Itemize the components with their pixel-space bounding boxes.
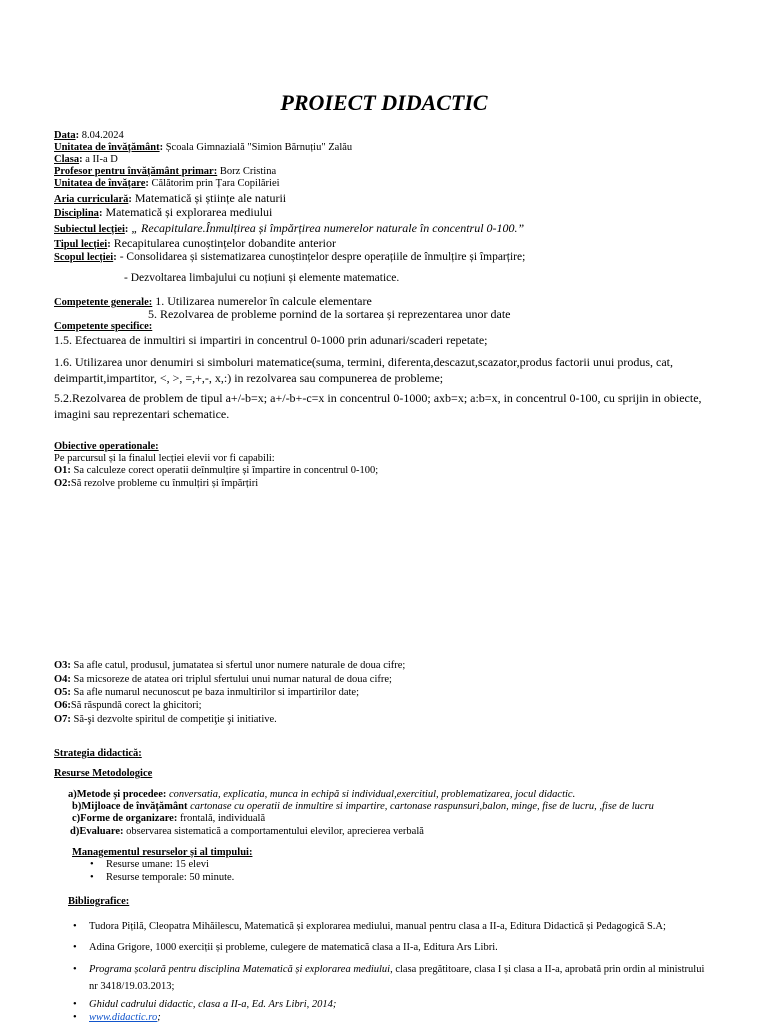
bullet-icon: • — [73, 942, 77, 953]
bullet-icon: • — [73, 999, 77, 1010]
bullet-icon: • — [73, 1012, 77, 1023]
objective-text: Sa calculeze corect operatii deînmulțire și împartire in concentrul 0-100; — [70, 465, 379, 476]
specific-competence-2: 1.6. Utilizarea unor denumiri si simboluri matematice(suma, termini, diferenta,descazut,scazator,produs factorii unui produs, cat, deimpartit,impartitor, <, >, =,+,-, x,:) in rezolvarea sau compunerea de probleme; — [54, 355, 673, 385]
curricular-area-label: Aria curriculară — [54, 194, 129, 205]
subject-label: Subiectul lecției — [54, 224, 125, 235]
objective-text: Sa afle numarul necunoscut pe baza inmultirilor si impartirilor date; — [70, 687, 360, 698]
resources-label: Resurse Metodologice — [54, 768, 153, 779]
objective-text: Să rezolve probleme cu înmulțiri și împărțiri — [70, 478, 259, 489]
means-value: cartonase cu operatii de inmultire si impartire, cartonase raspunsuri,balon, minge, fise de lucru, ,fise de lucru — [187, 801, 654, 812]
objective-code: O7: — [54, 714, 71, 725]
bibliography-item-text: ; — [157, 1012, 161, 1023]
evaluation-line — [70, 826, 424, 838]
specific-competence-1: 1.5. Efectuarea de inmultiri si impartiri in concentrul 0-1000 prin adunari/scaderi repetate; — [54, 333, 488, 347]
forms-line — [72, 813, 265, 825]
objective-o1 — [54, 465, 378, 477]
objectives-intro: Pe parcursul și la finalul lecției elevii vor fi capabili: — [54, 453, 275, 464]
teacher-label: Profesor pentru învățământ primar: — [54, 166, 218, 177]
lesson-goal-value-1: - Consolidarea și sistematizarea cunoștințelor despre operațiile de înmulțire și împarțire; — [119, 251, 526, 263]
bullet-icon: • — [90, 872, 94, 883]
specific-competences-label: Competente specifice: — [54, 321, 153, 332]
lesson-goal-value-2: - Dezvoltarea limbajului cu noțiuni și elemente matematice. — [124, 272, 400, 284]
lesson-goal-line: Scopul lecției: - Consolidarea și sistematizarea cunoștințelor despre operațiile de înmulțire și împarțire; — [54, 251, 526, 263]
resources-label-line — [54, 768, 152, 780]
subject-value: „ Recapitulare.Înmulțirea și împărțirea numerelor naturale în concentrul 0-100.” — [131, 221, 525, 235]
curricular-area-value: Matematică și științe ale naturii — [134, 191, 287, 205]
discipline-value: Matematică și explorarea mediului — [105, 205, 273, 219]
objective-code: O6: — [54, 700, 71, 711]
general-competence-2: 5. Rezolvarea de probleme pornind de la sortarea și reprezentarea unor date — [148, 307, 511, 321]
bibliography-item-text: Tudora Pițilă, Cleopatra Mihăilescu, Matematică și explorarea mediului, manual pentru clasa a II-a, Editura Didactică și Pedagogică S.A; — [89, 921, 666, 932]
bibliography-label: Bibliografice: — [68, 896, 130, 907]
learning-unit-label: Unitatea de învățare — [54, 178, 146, 189]
general-competences-label: Competente generale: — [54, 297, 153, 308]
date-label: Data — [54, 130, 76, 141]
bibliography-item-text: Ghidul cadrului didactic, clasa a II-a, Ed. Ars Libri, 2014; — [89, 999, 337, 1010]
means-label: b)Mijloace de învățământ — [72, 801, 188, 812]
strategy-label-line — [54, 748, 142, 760]
bibliography-item-continuation: nr 3418/19.03.2013; — [89, 981, 175, 992]
general-competence-1: 1. Utilizarea numerelor în calcule elementare — [155, 294, 372, 308]
management-item — [90, 872, 235, 884]
specific-competence-3: 5.2.Rezolvarea de problem de tipul a+/-b=x; a+/-b+-c=x in concentrul 0-1000; axb=x; a:b=x, in concentrul 0-100, cu sprijin in obiecte, imagini sau reprezentari schematice. — [54, 391, 702, 421]
class-line: Clasa: a II-a D — [54, 154, 118, 165]
objective-code: O5: — [54, 687, 71, 698]
bullet-icon: • — [73, 921, 77, 932]
objective-code: O2: — [54, 478, 71, 489]
objectives-label-line — [54, 441, 159, 453]
class-value: a II-a D — [85, 154, 118, 165]
methods-value: conversatia, explicatia, munca in echipă si individual,exercitiul, problematizarea, jocul didactic. — [166, 789, 576, 800]
school-label: Unitatea de învățământ — [54, 142, 160, 153]
lesson-type-label: Tipul lecției — [54, 239, 108, 250]
learning-unit-value: Călătorim prin Țara Copilăriei — [151, 178, 280, 189]
teacher-value: Borz Cristina — [219, 166, 277, 177]
management-item — [90, 859, 209, 871]
evaluation-label: d)Evaluare: — [70, 826, 124, 837]
learning-unit-line: Unitatea de învățare: Călătorim prin Țara Copilăriei — [54, 178, 280, 189]
bibliography-item-italic: Programa școlară pentru disciplina Matematică și explorarea mediului — [89, 964, 391, 975]
objective-text: Sa afle catul, produsul, jumatatea si sfertul unor numere naturale de doua cifre; — [70, 660, 406, 671]
school-value: Școala Gimnazială "Simion Bărnuțiu" Zalău — [165, 142, 353, 153]
management-item-text: Resurse umane: 15 elevi — [106, 859, 209, 870]
discipline-label: Disciplina — [54, 208, 99, 219]
objective-code: O4: — [54, 674, 71, 685]
objective-o3 — [54, 660, 405, 672]
didactic-link[interactable]: www.didactic.ro — [89, 1012, 158, 1023]
objective-text: Sa micsoreze de atatea ori triplul sfertului unui numar natural de doua cifre; — [70, 674, 392, 685]
discipline-line: Disciplina: Matematică și explorarea mediului — [54, 205, 273, 219]
bibliography-item — [73, 964, 705, 976]
bullet-icon: • — [90, 859, 94, 870]
objective-o6 — [54, 700, 202, 712]
bibliography-item — [73, 1012, 161, 1024]
curricular-area-line: Aria curriculară: Matematică și științe ale naturii — [54, 191, 287, 205]
methods-label: a)Metode și procedee: — [68, 789, 167, 800]
objective-text: Să răspundă corect la ghicitori; — [70, 700, 202, 711]
document-title: PROIECT DIDACTIC — [280, 90, 488, 115]
school-line: Unitatea de învățământ: Școala Gimnazială "Simion Bărnuțiu" Zalău — [54, 142, 353, 153]
objective-code: O1: — [54, 465, 71, 476]
evaluation-value: observarea sistematică a comportamentului elevilor, aprecierea verbală — [123, 826, 424, 837]
teacher-line — [54, 166, 276, 178]
objective-o7 — [54, 714, 277, 726]
objectives-label: Obiective operationale: — [54, 441, 159, 452]
date-value: 8.04.2024 — [81, 130, 124, 141]
objective-text: Să-şi dezvolte spiritul de competiţie şi initiative. — [70, 714, 277, 725]
methods-line — [68, 789, 575, 801]
objective-o4 — [54, 674, 392, 686]
management-item-text: Resurse temporale: 50 minute. — [106, 872, 235, 883]
means-line — [72, 801, 654, 813]
class-label: Clasa — [54, 154, 80, 165]
bibliography-label-line — [68, 896, 129, 908]
management-label: Managementul resurselor și al timpului: — [72, 847, 253, 858]
bullet-icon: • — [73, 964, 77, 975]
objective-o5 — [54, 687, 359, 699]
lesson-type-value: Recapitularea cunoștințelor dobandite anterior — [113, 236, 336, 250]
specific-competences-label-line — [54, 321, 152, 333]
objective-o2 — [54, 478, 258, 490]
objective-code: O3: — [54, 660, 71, 671]
bibliography-item-text: , clasa pregătitoare, clasa I și clasa a II-a, aprobată prin ordin al ministrului — [390, 964, 705, 975]
forms-value: frontală, individuală — [177, 813, 266, 824]
lesson-goal-label: Scopul lecției — [54, 252, 114, 263]
subject-line: Subiectul lecției: „ Recapitulare.Înmulțirea și împărțirea numerelor naturale în concentrul 0-100.” — [54, 221, 525, 235]
bibliography-item-text: Adina Grigore, 1000 exerciții și probleme, culegere de matematică clasa a II-a, Editura Ars Libri. — [89, 942, 498, 953]
date-line: Data: 8.04.2024 — [54, 130, 124, 141]
bibliography-item — [73, 942, 498, 954]
lesson-type-line: Tipul lecției: Recapitularea cunoștințelor dobandite anterior — [54, 236, 336, 250]
forms-label: c)Forme de organizare: — [72, 813, 178, 824]
strategy-label: Strategia didactică: — [54, 748, 142, 759]
bibliography-item — [73, 921, 666, 933]
management-label-line — [72, 847, 252, 859]
bibliography-item — [73, 999, 337, 1011]
